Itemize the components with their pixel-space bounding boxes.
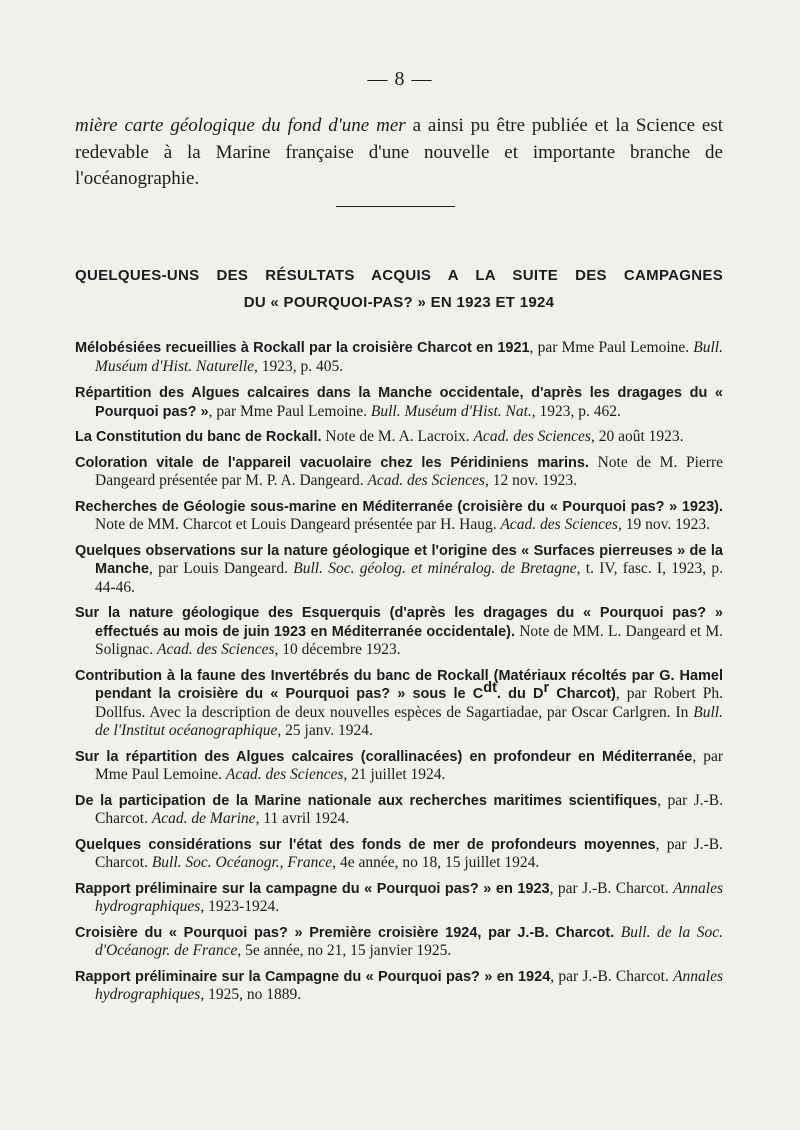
reference-item	[75, 454, 723, 491]
reference-item	[75, 604, 723, 660]
reference-journal: Acad. des Sciences	[157, 641, 275, 658]
reference-item	[75, 542, 723, 598]
reference-details: , t. IV, fasc. I, 1923, p. 44-46.	[95, 560, 724, 596]
page-number: — 8 —	[367, 68, 433, 90]
reference-superscript: dt	[483, 679, 497, 696]
reference-authors: , par Louis Dangeard.	[149, 560, 294, 577]
reference-title: Quelques observations sur la nature géologique et l'origine des « Surfaces pierreuses » de la Manche	[75, 542, 723, 577]
intro-text: a ainsi pu être publiée et la Science est redevable à la Marine française d'une nouvelle et importante branche de l'océanographie.	[75, 115, 724, 189]
reference-title: Sur la répartition des Algues calcaires (corallinacées) en profondeur en Méditerranée	[75, 748, 693, 765]
reference-title: Répartition des Algues calcaires dans la Manche occidentale, d'après les dragages du « Pourquoi pas? »	[75, 385, 723, 420]
reference-item	[75, 968, 723, 1005]
section-heading-line-2: DU « POURQUOI-PAS? » EN 1923 ET 1924	[243, 294, 555, 311]
reference-details: , 21 juillet 1924.	[343, 766, 446, 783]
reference-title-end: Charcot)	[549, 686, 616, 702]
reference-item	[75, 339, 723, 376]
reference-journal: Bull. de la Soc. d'Océanogr. de France	[95, 923, 723, 959]
reference-item	[75, 498, 723, 535]
reference-journal: Acad. des Sciences	[367, 472, 485, 489]
reference-journal: Acad. des Sciences	[225, 766, 344, 783]
reference-details: , 1923, p. 405.	[254, 357, 344, 375]
reference-authors: Note de MM. Charcot et Louis Dangeard présentée par H. Haug.	[95, 516, 501, 533]
reference-title: Contribution à la faune des Invertébrés du banc de Rockall (Matériaux récoltés par G. Hamel pendant la croisière du « Pourquoi pas? » sous le C	[75, 667, 723, 702]
reference-details: , 11 avril 1924.	[255, 810, 350, 827]
reference-journal: Annales hydrographiques	[95, 879, 724, 915]
section-heading-line-1: QUELQUES-UNS DES RÉSULTATS ACQUIS A LA SUITE DES CAMPAGNES	[75, 267, 723, 284]
reference-journal: Bull. Soc. Océanogr., France	[151, 854, 333, 871]
reference-title: Sur la nature géologique des Esquerquis (d'après les dragages du « Pourquoi pas? » effectués au mois de juin 1923 en Méditerranée occidentale).	[75, 605, 723, 640]
reference-details: , 1925, no 1889.	[200, 986, 302, 1003]
reference-journal: Bull. de l'Institut océanographique	[95, 703, 723, 739]
reference-item	[75, 836, 723, 873]
reference-title: Recherches de Géologie sous-marine en Méditerranée (croisière du « Pourquoi pas? » 1923).	[75, 498, 723, 515]
reference-journal: Acad. des Sciences	[473, 428, 591, 445]
reference-title: De la participation de la Marine nationale aux recherches maritimes scientifiques	[75, 792, 658, 809]
reference-item	[75, 667, 723, 741]
reference-details: , 25 janv. 1924.	[277, 722, 373, 739]
reference-title: Rapport préliminaire sur la campagne du « Pourquoi pas? » en 1923	[75, 880, 550, 897]
reference-journal: Annales hydrographiques	[95, 967, 724, 1003]
reference-details: , 1923-1924.	[200, 898, 280, 915]
reference-authors: , par Robert Ph. Dollfus. Avec la description de deux nouvelles espèces de Sagartiadae, par Oscar Carlgren. In	[95, 685, 723, 721]
reference-authors: , par J.-B. Charcot.	[550, 967, 674, 985]
reference-authors: Note de M. A. Lacroix.	[321, 428, 474, 445]
reference-journal: Bull. Muséum d'Hist. Naturelle	[95, 339, 723, 375]
reference-authors: , par J.-B. Charcot.	[549, 879, 674, 897]
reference-details: , 4e année, no 18, 15 juillet 1924.	[332, 854, 540, 871]
reference-title: Croisière du « Pourquoi pas? » Première croisière 1924, par J.-B. Charcot.	[75, 924, 615, 941]
reference-details: , 12 nov. 1923.	[484, 472, 577, 489]
reference-authors: , par Mme Paul Lemoine.	[208, 402, 371, 420]
reference-authors: , par Mme Paul Lemoine.	[95, 747, 723, 783]
reference-item	[75, 792, 723, 829]
reference-item	[75, 384, 723, 421]
reference-details: , 20 août 1923.	[590, 428, 684, 445]
reference-title: La Constitution du banc de Rockall.	[75, 429, 322, 445]
reference-journal: Bull. Muséum d'Hist. Nat.	[370, 402, 532, 420]
reference-superscript: r	[543, 679, 550, 696]
reference-authors: , par Mme Paul Lemoine.	[529, 339, 694, 356]
reference-title: Quelques considérations sur l'état des fonds de mer de profondeurs moyennes	[75, 836, 656, 853]
reference-details: , 10 décembre 1923.	[274, 641, 401, 658]
reference-title: Mélobésiées recueillies à Rockall par la croisière Charcot en 1921	[75, 340, 530, 356]
section-divider	[336, 206, 455, 207]
reference-authors: Note de M. Pierre Dangeard présentée par M. P. A. Dangeard.	[95, 453, 723, 489]
reference-item	[75, 428, 723, 447]
section-heading	[75, 262, 723, 316]
intro-paragraph	[75, 113, 723, 193]
reference-authors: , par J.-B. Charcot.	[95, 835, 724, 871]
reference-journal: Bull. Soc. géolog. et minéralog. de Bretagne	[293, 560, 577, 577]
reference-details: , 1923, p. 462.	[531, 402, 621, 420]
intro-italic-phrase: mière carte géologique du fond d'une mer	[75, 115, 406, 136]
reference-authors: , par J.-B. Charcot.	[95, 791, 723, 827]
reference-list	[75, 339, 723, 1005]
reference-title: Coloration vitale de l'appareil vacuolaire chez les Péridiniens marins.	[75, 454, 589, 471]
reference-item	[75, 924, 723, 961]
reference-journal: Acad. de Marine	[151, 810, 256, 827]
reference-title-continued: . du D	[496, 686, 544, 702]
reference-details: , 5e année, no 21, 15 janvier 1925.	[237, 942, 452, 959]
reference-title: Rapport préliminaire sur la Campagne du « Pourquoi pas? » en 1924	[75, 968, 551, 985]
reference-item	[75, 880, 723, 917]
reference-authors: Note de MM. L. Dangeard et M. Solignac.	[95, 622, 723, 658]
reference-journal: Acad. des Sciences	[500, 516, 618, 533]
reference-details: , 19 nov. 1923.	[617, 516, 710, 533]
reference-item	[75, 748, 723, 785]
